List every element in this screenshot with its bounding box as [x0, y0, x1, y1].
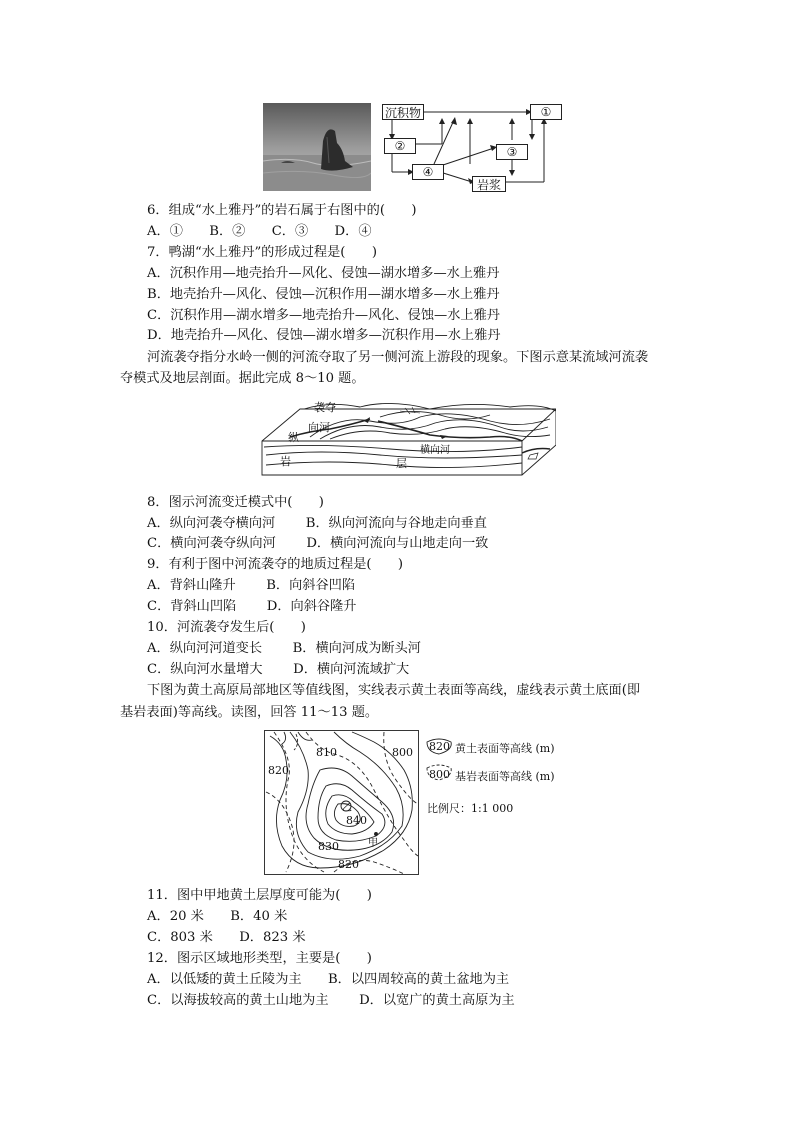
legend-dashed-label: 基岩表面等高线 (m)	[455, 770, 555, 783]
river-capture-diagram	[260, 395, 556, 479]
q6-stem: 6．组成“水上雅丹”的岩石属于右图中的( )	[147, 203, 417, 218]
q7-stem: 7．鸭湖“水上雅丹”的形成过程是( )	[147, 245, 377, 260]
vertical-char-label: 纵	[288, 431, 299, 444]
q7-option-b: B．地壳抬升—风化、侵蚀—沉积作用—湖水增多—水上雅丹	[147, 287, 500, 302]
contour-840: 840	[346, 814, 367, 827]
intro-11-13-line2: 基岩表面)等高线。读图，回答 11～13 题。	[120, 705, 379, 720]
contour-810: 810	[316, 746, 337, 759]
layer-label: 层	[396, 457, 407, 470]
transverse-river-label: 横向河	[420, 445, 450, 456]
q7-option-d: D．地壳抬升—风化、侵蚀—湖水增多—沉积作用—水上雅丹	[147, 328, 501, 343]
contour-820-bottom: 820	[338, 858, 359, 871]
contour-map	[264, 730, 419, 875]
legend-solid-value: 820	[429, 740, 450, 753]
q11-options-1: A．20 米 B．40 米	[147, 909, 288, 924]
box-1: ①	[530, 104, 562, 120]
q12-stem: 12．图示区域地形类型，主要是( )	[147, 951, 372, 966]
q8-stem: 8．图示河流变迁模式中( )	[147, 495, 324, 510]
rock-cycle-diagram	[382, 102, 562, 194]
q7-option-a: A．沉积作用—地壳抬升—风化、侵蚀—湖水增多—水上雅丹	[147, 266, 500, 281]
intro-8-10-line1: 河流袭夺指分水岭一侧的河流夺取了另一侧河流上游段的现象。下图示意某流域河流袭	[147, 350, 649, 365]
q11-options-2: C．803 米 D．823 米	[147, 930, 306, 945]
point-jia: 甲	[368, 838, 378, 849]
sediment-box: 沉积物	[382, 104, 424, 120]
box-4: ④	[412, 164, 444, 180]
legend-dashed-value: 800	[429, 768, 450, 781]
intro-8-10-line2: 夺模式及地层剖面。据此完成 8～10 题。	[120, 371, 365, 386]
q12-options-1: A．以低矮的黄土丘陵为主 B．以四周较高的黄土盆地为主	[147, 972, 510, 987]
contour-830: 830	[318, 840, 339, 853]
q10-stem: 10．河流袭夺发生后( )	[147, 620, 306, 635]
contour-legend	[425, 736, 555, 818]
capture-label: 袭夺	[314, 401, 336, 414]
yadan-photo	[263, 103, 371, 191]
q8-options-2: C．横向河袭夺纵向河 D．横向河流向与山地走向一致	[147, 536, 489, 551]
point-yi: 乙	[342, 803, 352, 814]
q11-stem: 11．图中甲地黄土层厚度可能为( )	[147, 888, 372, 903]
q9-options-2: C．背斜山凹陷 D．向斜谷隆升	[147, 599, 357, 614]
vertical-river-label: 向河	[308, 421, 330, 434]
rock-label: 岩	[280, 455, 291, 468]
q7-option-c: C．沉积作用—湖水增多—地壳抬升—风化、侵蚀—水上雅丹	[147, 308, 500, 323]
q9-options-1: A．背斜山隆升 B．向斜谷凹陷	[147, 578, 356, 593]
q8-options-1: A．纵向河袭夺横向河 B．纵向河流向与谷地走向垂直	[147, 516, 487, 531]
legend-scale: 比例尺：1:1 000	[427, 802, 514, 815]
legend-solid-label: 黄土表面等高线 (m)	[455, 742, 555, 755]
intro-11-13-line1: 下图为黄土高原局部地区等值线图，实线表示黄土表面等高线，虚线表示黄土底面(即	[147, 683, 641, 698]
q12-options-2: C．以海拔较高的黄土山地为主 D．以宽广的黄土高原为主	[147, 993, 515, 1008]
q9-stem: 9．有利于图中河流袭夺的地质过程是( )	[147, 557, 404, 572]
box-2: ②	[384, 138, 416, 154]
q6-options: A．① B．② C．③ D．④	[147, 224, 372, 239]
box-3: ③	[496, 144, 528, 160]
magma-box: 岩浆	[472, 176, 506, 192]
q10-options-1: A．纵向河河道变长 B．横向河成为断头河	[147, 641, 421, 656]
contour-820-left: 820	[268, 764, 289, 777]
contour-800: 800	[392, 746, 413, 759]
q10-options-2: C．纵向河水量增大 D．横向河流域扩大	[147, 662, 410, 677]
